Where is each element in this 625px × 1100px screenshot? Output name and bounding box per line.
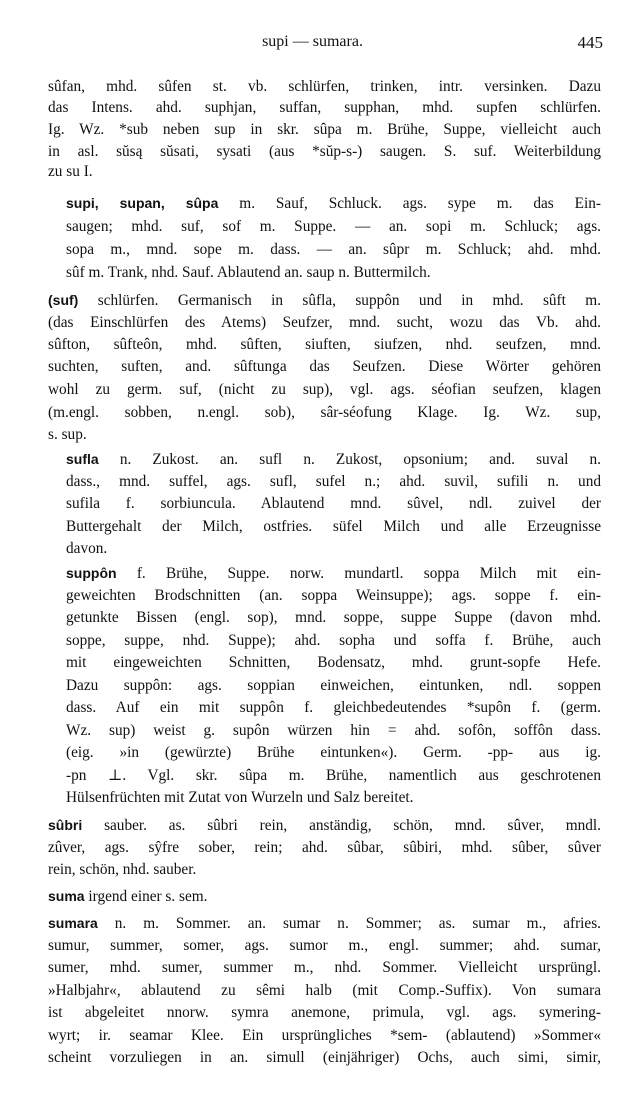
line-text: mit eingeweichten Schnitten, Bodensatz, mhd. grunt-sopfe Hefe. [66, 654, 601, 671]
text-line [66, 653, 601, 673]
line-text: Hülsenfrüchten mit Zutat von Wurzeln und Salz bereitet. [66, 789, 414, 806]
text-line [48, 357, 601, 377]
line-text: m. Sauf, Schluck. ags. sype m. das Ein- [218, 195, 601, 212]
line-text: in asl. sŭsą sŭsati, sysati (aus *sŭp-s-) saugen. S. suf. Weiterbildung [48, 143, 601, 160]
line-text: dass., mnd. suffel, ags. sufl, sufel n.; ahd. suvil, sufili n. und [66, 473, 601, 490]
text-line [48, 380, 601, 400]
text-line [48, 403, 601, 423]
line-text: sûfton, sûfteôn, mhd. sûften, siuften, siufzen, nhd. seufzen, mnd. [48, 336, 601, 353]
headword: sumara [48, 915, 98, 931]
text-line [48, 1003, 601, 1023]
line-text: ist abgeleitet nnorw. symra anemone, primula, vgl. ags. symering- [48, 1004, 601, 1021]
line-text: »Halbjahr«, ablautend zu sêmi halb (mit Comp.-Suffix). Von sumara [48, 982, 601, 999]
text-line [66, 721, 601, 741]
line-text: Wz. sup) weist g. supôn würzen hin = ahd. sofôn, soffôn dass. [66, 722, 601, 739]
text-line [66, 631, 601, 651]
text-line [48, 98, 601, 118]
text-line [66, 494, 601, 514]
line-text: (m.engl. sobben, n.engl. sob), sâr-séofung Klage. Ig. Wz. sup, [48, 404, 601, 421]
text-line [48, 77, 601, 97]
line-text: suchten, suften, and. sûftunga das Seufzen. Diese Wörter gehören [48, 358, 601, 375]
page-number: 445 [577, 33, 603, 52]
text-line [66, 788, 601, 808]
line-text: zûver, ags. sŷfre sober, rein; ahd. sûbar, sûbiri, mhd. sûber, sûver [48, 839, 601, 856]
text-line [66, 240, 601, 260]
text-line [48, 958, 601, 978]
text-line [66, 766, 601, 786]
text-line [66, 586, 601, 606]
line-text: sufila f. sorbiuncula. Ablautend mnd. sûvel, ndl. zuivel der [66, 495, 601, 512]
text-line [66, 676, 601, 696]
line-text: f. Brühe, Suppe. norw. mundartl. soppa Milch mit ein- [116, 565, 601, 582]
line-text: sumur, summer, somer, ags. sumor m., engl. summer; ahd. sumar, [48, 937, 601, 954]
line-text: saugen; mhd. suf, sof m. Suppe. — an. sopi m. Schluck; ags. [66, 218, 601, 235]
text-line [66, 517, 601, 537]
line-text: -pn ⊥. Vgl. skr. sûpa m. Brühe, namentlich aus geschrotenen [66, 767, 601, 784]
text-line [48, 162, 601, 182]
text-line [66, 698, 601, 718]
line-text: s. sup. [48, 426, 87, 443]
headword: (suf) [48, 292, 79, 308]
line-text: n. Zukost. an. sufl n. Zukost, opsonium; and. suval n. [98, 451, 601, 468]
text-line [48, 120, 601, 140]
line-text: Ig. Wz. *sub neben sup in skr. sûpa m. Brühe, Suppe, vielleicht auch [48, 121, 601, 138]
line-text: (das Einschlürfen des Atems) Seufzer, mnd. sucht, wozu das Vb. ahd. [48, 314, 601, 331]
headword: sûbri [48, 817, 83, 833]
text-line [48, 860, 601, 880]
entry-line-headword [48, 815, 601, 835]
line-text: sumer, mhd. sumer, summer m., nhd. Sommer. Vielleicht ursprüngl. [48, 959, 601, 976]
headword: sufla [66, 451, 99, 467]
text-line [48, 1026, 601, 1046]
line-text: sopa m., mnd. sope m. dass. — an. sûpr m. Schluck; ahd. mhd. [66, 241, 601, 258]
text-line [48, 142, 601, 162]
entry-line-headword [48, 290, 601, 310]
text-line [48, 425, 601, 445]
text-line [66, 608, 601, 628]
line-text: irgend einer s. sem. [84, 888, 208, 905]
entry-line-headword [66, 449, 601, 469]
line-text: sûfan, mhd. sûfen st. vb. schlürfen, trinken, intr. versinken. Dazu [48, 78, 601, 95]
headword: supi, supan, sûpa [66, 195, 219, 211]
entry-line-headword [66, 193, 601, 213]
text-line [48, 1048, 601, 1068]
entry-line-headword [48, 886, 601, 906]
running-header: supi — sumara. [262, 33, 363, 50]
line-text: das Intens. ahd. suphjan, suffan, supphan, mhd. supfen schlürfen. [48, 99, 601, 116]
line-text: dass. Auf ein mit suppôn f. gleichbedeutendes *supôn f. (germ. [66, 699, 601, 716]
line-text: geweichten Brodschnitten (an. soppa Weinsuppe); ags. soppe f. ein- [66, 587, 601, 604]
text-line [66, 472, 601, 492]
text-line [66, 217, 601, 237]
line-text: sûf m. Trank, nhd. Sauf. Ablautend an. saup n. Buttermilch. [66, 264, 431, 281]
line-text: Buttergehalt der Milch, ostfries. süfel Milch und alle Erzeugnisse [66, 518, 601, 535]
line-text: wyrt; ir. seamar Klee. Ein ursprüngliches *sem- (ablautend) »Sommer« [48, 1027, 601, 1044]
text-line [48, 981, 601, 1001]
line-text: rein, schön, nhd. sauber. [48, 861, 197, 878]
line-text: zu su I. [48, 163, 93, 180]
line-text: n. m. Sommer. an. sumar n. Sommer; as. sumar m., afries. [97, 915, 601, 932]
entry-line-headword [48, 913, 601, 933]
line-text: schlürfen. Germanisch in sûfla, suppôn und in mhd. sûft m. [78, 292, 601, 309]
entry-line-headword [66, 563, 601, 583]
line-text: wohl zu germ. suf, (nicht zu sup), vgl. ags. séofian seufzen, klagen [48, 381, 601, 398]
text-line [48, 838, 601, 858]
line-text: Dazu suppôn: ags. soppian einweichen, eintunken, ndl. soppen [66, 677, 601, 694]
line-text: davon. [66, 540, 108, 557]
text-line [48, 313, 601, 333]
text-line [48, 936, 601, 956]
text-line [66, 743, 601, 763]
line-text: sauber. as. sûbri rein, anständig, schön, mnd. sûver, mndl. [82, 817, 601, 834]
text-line [48, 335, 601, 355]
line-text: getunkte Bissen (engl. sop), mnd. soppe, suppe Suppe (davon mhd. [66, 609, 601, 626]
text-line [66, 263, 601, 283]
headword: suppôn [66, 565, 117, 581]
line-text: (eig. »in (gewürzte) Brühe eintunken«). Germ. -pp- aus ig. [66, 744, 601, 761]
line-text: scheint vorzuliegen in an. simull (einjähriger) Ochs, auch simi, simir, [48, 1049, 601, 1066]
headword: suma [48, 888, 85, 904]
line-text: soppe, suppe, nhd. Suppe); ahd. sopha und soffa f. Brühe, auch [66, 632, 601, 649]
text-line [66, 539, 601, 559]
